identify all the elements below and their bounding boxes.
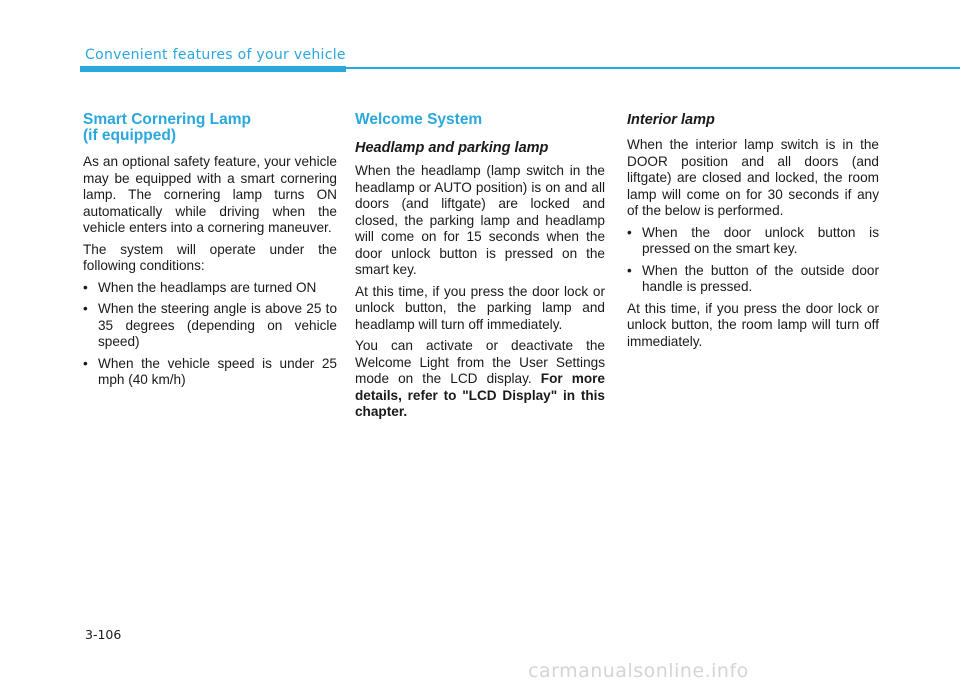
list-item [627, 263, 879, 296]
list-item [83, 301, 337, 351]
list-item-text: When the door unlock button is pressed on the smart key. [642, 224, 879, 256]
section-header-title: Convenient features of your vehicle [85, 47, 346, 63]
subsection-title-headlamp: Headlamp and parking lamp [355, 140, 549, 156]
section-title-welcome-system: Welcome System [355, 111, 483, 128]
column-interior-lamp [627, 112, 879, 355]
condition-list [83, 280, 337, 389]
section-title-line1: Smart Cornering Lamp [83, 111, 251, 128]
bullet-icon: • [83, 355, 88, 371]
list-item-text: When the vehicle speed is under 25 mph (40 km/h) [98, 355, 337, 387]
column-welcome-system [355, 112, 605, 421]
header-accent-bar [80, 66, 346, 72]
page-number: 3-106 [85, 627, 122, 642]
list-item-text: When the headlamps are turned ON [98, 279, 317, 295]
section-title-smart-cornering [83, 112, 337, 144]
paragraph: As an optional safety feature, your vehicle may be equipped with a smart cornering lamp. The cornering lamp turns ON automatically while driving when the vehicle enters into a cornering maneuver. [83, 154, 337, 235]
trigger-list [627, 225, 879, 296]
paragraph: When the headlamp (lamp switch in the headlamp or AUTO position) is on and all doors (and liftgate) are locked and closed, the parking lamp and headlamp will come on for 15 seconds when the door unlock button is pressed on the smart key. [355, 163, 605, 277]
list-item [83, 356, 337, 389]
subsection-title-interior-lamp: Interior lamp [627, 112, 715, 128]
paragraph [355, 338, 605, 421]
list-item-text: When the steering angle is above 25 to 35 degrees (depending on vehicle speed) [98, 301, 337, 349]
list-item [627, 225, 879, 258]
paragraph: When the interior lamp switch is in the DOOR position and all doors (and liftgate) are closed and locked, the room lamp will come on for 30 seconds if any of the below is performed. [627, 137, 879, 218]
paragraph: At this time, if you press the door lock or unlock button, the parking lamp and headlamp will turn off immediately. [355, 283, 605, 332]
bullet-icon: • [627, 262, 632, 278]
list-item [83, 280, 337, 297]
section-title-line2: (if equipped) [83, 127, 176, 144]
list-item-text: When the button of the outside door handle is pressed. [642, 262, 879, 294]
paragraph: At this time, if you press the door lock or unlock button, the room lamp will turn off immediately. [627, 300, 879, 349]
watermark: carmanualsonline.info [528, 660, 749, 682]
bullet-icon: • [83, 279, 88, 295]
column-smart-cornering-lamp [83, 112, 337, 394]
bullet-icon: • [83, 301, 88, 316]
paragraph: The system will operate under the following conditions: [83, 241, 337, 273]
bullet-icon: • [627, 224, 632, 240]
cross-reference-note: For more details, refer to "LCD Display" in this chapter. [355, 371, 605, 419]
header-rule [346, 67, 960, 69]
paragraph-text: You can activate or deactivate the Welcome Light from the User Settings mode on the LCD display. [355, 338, 605, 386]
